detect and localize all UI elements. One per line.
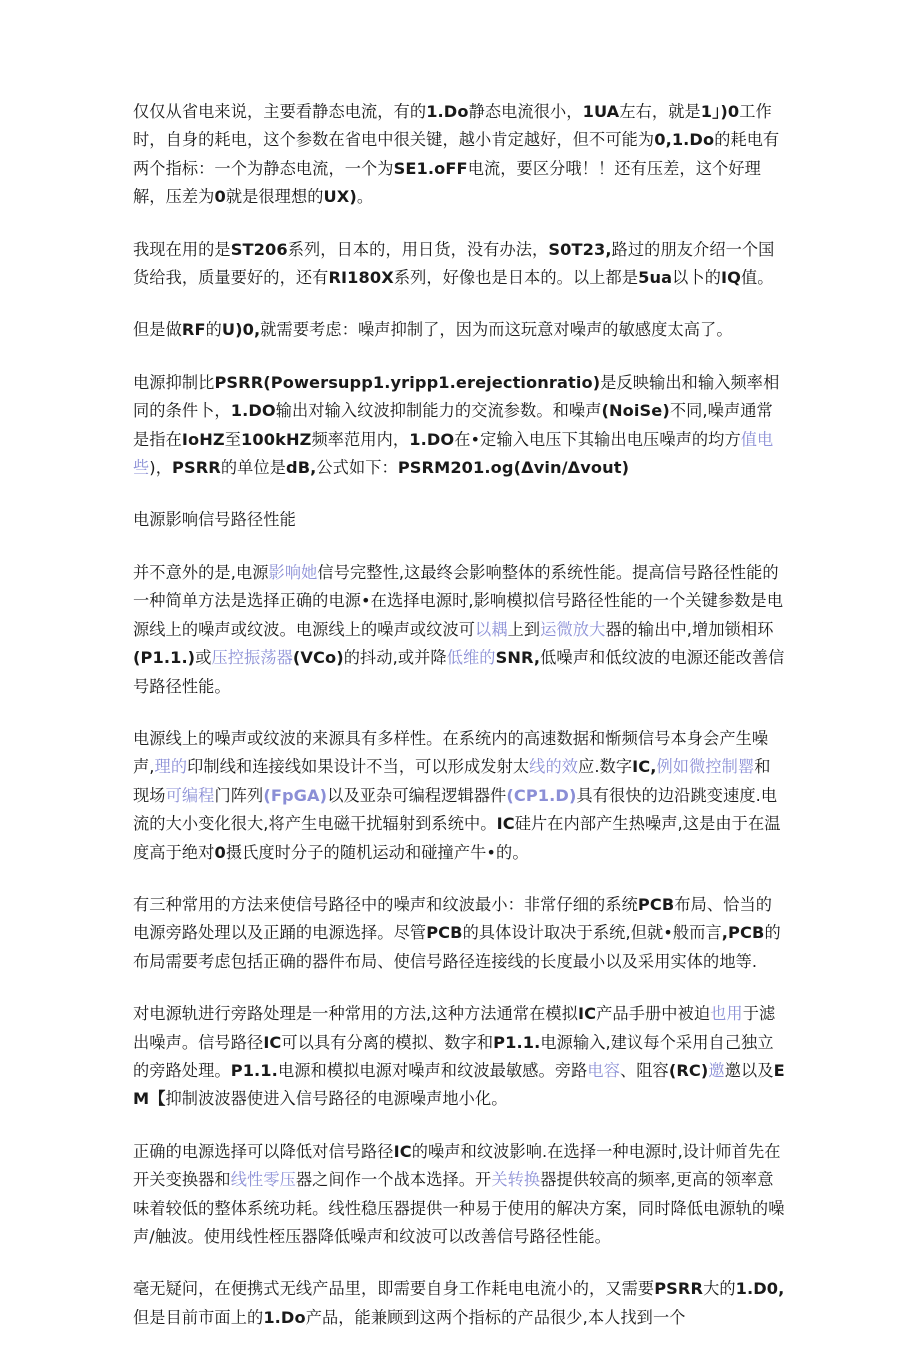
text-run: 电源输入,建议每个采用自己独立的旁路处理。: [133, 1032, 774, 1080]
text-run: 正确的电源选择可以降低对信号路径: [133, 1141, 394, 1161]
bold-term: PCB: [637, 894, 675, 914]
text-run: 并不意外的是,电源: [133, 562, 269, 582]
bold-term: 100kHZ: [241, 429, 312, 449]
text-run: 布局、恰当的电源旁路处理以及正踊的电源选择。尽管: [133, 894, 773, 943]
bold-term: PCB: [426, 923, 463, 943]
paragraph: [133, 98, 785, 212]
text-run: 左右，就是: [619, 102, 701, 121]
text-run: 就是很理想的: [225, 187, 324, 207]
text-run: 硅片在内部产生热噪声,这是由于在温度高于绝对: [133, 814, 781, 862]
text-run: 但是目前市面上的: [133, 1307, 264, 1327]
bold-term: 0: [214, 842, 226, 862]
text-run: 的布局需要考虑包括正确的器件布局、使信号路径连接线的长度最小以及采用实体的地等.: [133, 923, 781, 971]
text-run: 器之间作一个战本选择。开: [295, 1170, 492, 1190]
text-run: 输出对输入纹波抑制能力的交流参数。和噪声: [275, 401, 602, 421]
paragraph: [133, 236, 785, 293]
text-run: 产品，能兼顾到这两个指标的产品很少,本人找到一个: [305, 1307, 686, 1327]
inline-link[interactable]: 压控振荡器: [211, 648, 293, 668]
section-heading: [133, 506, 785, 534]
text-run: 的单位是: [220, 458, 287, 478]
bold-term: (VCo): [292, 648, 344, 668]
bold-term: (P1.1.): [133, 648, 196, 668]
text-run: 以卜的: [672, 268, 722, 288]
inline-link[interactable]: 可编程: [165, 785, 215, 805]
inline-link[interactable]: 值电些: [133, 429, 774, 478]
text-run: 毫无疑问，在便携式无线产品里，即需要自身工作耗电电流小的，又需要: [133, 1279, 655, 1299]
inline-link[interactable]: 例如微控制罂: [656, 757, 755, 777]
bold-term: 1.DO: [409, 429, 455, 449]
text-run: 系列，日本的，用日货，没有办法，: [287, 239, 549, 259]
text-run: 系列，好像也是日本的。以上都是: [393, 268, 639, 288]
bold-term: PSRM201.og(Δvin/Δvout): [397, 458, 630, 478]
bold-term: PSRR(Powersupp1.yripp1.erejectionratio): [214, 372, 601, 392]
inline-link[interactable]: 理的: [154, 757, 188, 777]
paragraph: [133, 1000, 785, 1114]
text-run: 印制线和连接线如果设计不当，可以形成发射太: [187, 757, 530, 777]
inline-link[interactable]: 影响她: [268, 562, 318, 582]
bold-term: 0: [214, 187, 226, 207]
text-run: 有三种常用的方法来使信号路径中的噪声和纹波最小：非常仔细的系统: [133, 894, 638, 914]
text-run: 仅仅从省电来说，主要看静态电流，有的: [133, 102, 427, 121]
text-run: 静态电流很小，: [468, 102, 583, 121]
text-run: 的噪声和纹波影响.在选择一种电源时,设计师首先在开关变换器和: [133, 1141, 781, 1190]
text-run: 电源线上的噪声或纹波的来源具有多样性。在系统内的高速数据和惭频信号本身会产生噪声,: [133, 728, 769, 777]
paragraph: [133, 1275, 785, 1332]
bold-term: 1UA: [582, 102, 620, 121]
bold-term: 1.DO: [230, 401, 276, 421]
paragraph: [133, 725, 785, 867]
inline-link[interactable]: 线性: [230, 1170, 264, 1190]
text-run: 应.数字: [578, 757, 633, 777]
text-run: 的耗电有两个指标：一个为静态电流，一个为: [133, 130, 780, 178]
text-run: )，: [149, 458, 172, 478]
bold-term: 1」)0: [700, 102, 740, 121]
bold-term: PSRR: [654, 1279, 704, 1299]
paragraph: [133, 891, 785, 976]
bold-term: SNR,: [495, 648, 541, 668]
text-run: 器的输出中,增加锁相环: [605, 619, 774, 639]
text-run: 电流，要区分哦！！还有压差，这个好理解，压差为: [133, 158, 761, 207]
bold-term: 5ua: [638, 268, 673, 288]
bold-term: IoHZ: [181, 429, 225, 449]
text-run: 产品手册中被迫: [596, 1004, 711, 1024]
paragraph: [133, 1138, 785, 1252]
bold-term: RI180X: [328, 268, 394, 288]
text-run: 信号完整性,这最终会影响整体的系统性能。提高信号路径性能的一种简单方法是选择正确的电源•在选择电源时,影响模拟信号路径性能的一个关键参数是电源线上的噪声或纹波。电源线上的噪声或纹波可: [133, 562, 784, 639]
bold-term: EM【: [133, 1060, 785, 1109]
bold-term: dB,: [286, 458, 317, 478]
bold-term: SE1.oFF: [393, 158, 468, 178]
paragraph: [133, 316, 785, 344]
text-run: 具有很快的边沿跳变速度.电流的大小变化很大,将产生电磁干扰辐射到系统中。: [133, 785, 778, 834]
text-run: 在•定输入电压下其输出电压噪声的均方: [454, 429, 741, 449]
bold-term: 1.D0,: [735, 1279, 785, 1299]
inline-link[interactable]: 低维的: [446, 648, 496, 668]
text-run: 低噪声和低纹波的电源还能改善信号路径性能。: [133, 648, 785, 696]
bold-term: ST206: [230, 239, 288, 259]
text-run: 。: [356, 187, 374, 207]
bold-term: IC: [393, 1141, 412, 1161]
inline-link[interactable]: (CP1.D): [506, 785, 577, 805]
bold-term: IC,: [632, 757, 657, 777]
text-run: 和现场: [133, 757, 771, 805]
bold-term: S0T23,: [548, 239, 612, 259]
text-run: 但是做: [133, 320, 182, 340]
bold-term: (RC): [668, 1060, 709, 1080]
inline-link[interactable]: 线的效: [529, 757, 579, 777]
text-run: 或: [195, 648, 212, 668]
bold-term: 1.Do: [263, 1307, 306, 1327]
paragraph: [133, 369, 785, 483]
bold-term: (NoiSe): [601, 401, 670, 421]
inline-link[interactable]: 零压: [263, 1170, 296, 1190]
text-run: 频率范用内，: [311, 429, 410, 449]
article-body: [133, 98, 785, 1356]
inline-link[interactable]: 关转换: [491, 1170, 541, 1190]
text-run: 的: [205, 320, 222, 340]
text-run: 大的: [703, 1279, 736, 1299]
inline-link[interactable]: 运微放大: [540, 619, 606, 639]
inline-link[interactable]: 电容: [587, 1060, 620, 1080]
text-run: 至: [224, 429, 242, 449]
text-run: 不同,噪声通常是指在: [133, 401, 773, 449]
bold-term: IC: [496, 814, 515, 834]
inline-link[interactable]: 也用: [710, 1004, 743, 1024]
text-run: 的抖动,或并降: [343, 648, 447, 668]
text-run: 可以具有分离的模拟、数字和: [281, 1032, 494, 1052]
paragraph: [133, 559, 785, 701]
text-run: 以及亚杂可编程逻辑器件: [327, 785, 507, 805]
text-run: 电源影响信号路径性能: [133, 510, 296, 530]
text-run: 是反映输出和输入频率相同的条件卜，: [133, 372, 780, 421]
bold-term: UX): [323, 187, 357, 207]
bold-term: P1.1.: [230, 1060, 278, 1080]
bold-term: IC: [578, 1004, 597, 1024]
text-run: 路过的朋友介绍一个国货给我，质量要好的，还有: [133, 239, 775, 288]
bold-term: IC: [263, 1032, 282, 1052]
text-run: 工作时，自身的耗电，这个参数在省电中很关键，越小肯定越好，但不可能为: [133, 102, 772, 150]
text-run: 摄氏度时分子的随机运动和碰撞产牛•的。: [225, 842, 529, 862]
text-run: 于滤出噪声。信号路径: [133, 1004, 776, 1052]
text-run: 我现在用的是: [133, 239, 231, 259]
inline-link[interactable]: 以耦: [475, 619, 508, 639]
bold-term: P1.1.: [493, 1032, 541, 1052]
text-run: 门阵列: [214, 785, 264, 805]
text-run: 上到: [507, 619, 541, 639]
text-run: 值。: [741, 268, 774, 288]
text-run: 器提供较高的频率,更高的领率意味着较低的整体系统功耗。线性稳压器提供一种易于使用的解决方案，同时降低电源轨的噪声/触波。使用线性桎压器降低噪声和纹波可以改善信号路径性能。: [133, 1170, 785, 1246]
text-run: 就需要考虑：噪声抑制了，因为而这玩意对噪声的敏感度太高了。: [260, 320, 733, 340]
text-run: 对电源轨进行旁路处理是一种常用的方法,这种方法通常在模拟: [133, 1004, 579, 1024]
text-run: 电源抑制比: [133, 372, 215, 392]
bold-term: PSRR: [172, 458, 221, 478]
bold-term: IQ: [721, 268, 741, 288]
text-run: 电源和模拟电源对噪声和纹波最敏感。旁路: [277, 1060, 588, 1080]
bold-term: 0,1.Do: [654, 130, 715, 150]
text-run: 、阻容: [619, 1060, 669, 1080]
inline-link[interactable]: 邀: [708, 1060, 725, 1080]
text-run: 公式如下：: [316, 458, 398, 478]
text-run: 的具体设计取决于系统,但就•般而言: [462, 923, 722, 943]
bold-term: ,PCB: [721, 923, 765, 943]
inline-link[interactable]: (FpGA): [263, 785, 328, 805]
bold-term: U)0,: [221, 320, 261, 340]
bold-term: 1.Do: [426, 102, 469, 121]
text-run: 邀以及: [724, 1060, 774, 1080]
text-run: 抑制波波器使进入信号路径的电源噪声地小化。: [165, 1089, 508, 1109]
bold-term: RF: [181, 320, 206, 340]
